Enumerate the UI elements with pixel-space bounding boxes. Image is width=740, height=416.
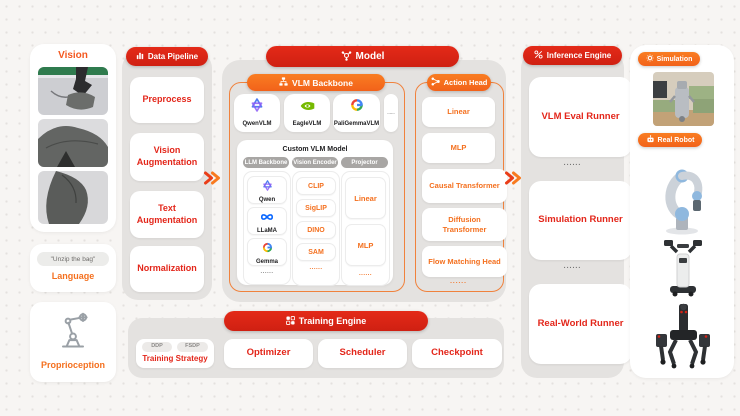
vision-image-robot-arm: [38, 67, 108, 115]
simulation-title: Simulation: [656, 55, 693, 63]
training-strategy-card: [136, 339, 214, 368]
projector-option-mlp: MLP: [345, 224, 386, 266]
robot-arm-icon: [53, 308, 93, 359]
strategy-option-fsdp: FSDP: [177, 342, 208, 352]
data-pipeline-header: [126, 47, 208, 66]
encoder-option-dino: DINO: [296, 221, 336, 239]
action-head-linear: Linear: [422, 97, 495, 127]
gear-icon: [646, 54, 654, 64]
action-head-flow-matching-head: Flow Matching Head: [422, 246, 507, 277]
training-engine-title: Training Engine: [298, 316, 367, 326]
nvidia-logo: [299, 98, 316, 119]
encoder-options-more: ......: [309, 265, 323, 271]
llm-option-name: LLaMA: [257, 227, 277, 234]
pipeline-step-text-augmentation: Text Augmentation: [130, 191, 204, 238]
vlm-backbone-header: [247, 74, 385, 91]
data-pipeline-title: Data Pipeline: [147, 52, 199, 61]
vision-image-bag-1: [38, 119, 108, 167]
flow-arrow-model-to-inference: [503, 169, 523, 192]
vision-title: Vision: [58, 50, 88, 61]
qwen-logo: [250, 98, 264, 119]
google-logo: [350, 98, 364, 119]
vision-encoder-header: Vision Encoder: [292, 157, 338, 168]
llm-option-qwen: [247, 176, 287, 204]
grid-icon: [286, 316, 295, 327]
vlm-backbone-title: VLM Backbone: [292, 77, 353, 88]
runner-vlm-eval: VLM Eval Runner: [529, 77, 632, 157]
projector-column: [341, 171, 390, 286]
pretrained-vlm-more: ......: [384, 94, 398, 132]
pipeline-step-normalization: Normalization: [130, 246, 204, 292]
training-scheduler: Scheduler: [318, 339, 407, 368]
training-checkpoint: Checkpoint: [412, 339, 502, 368]
encoder-option-siglip: SigLIP: [296, 199, 336, 217]
proprioception-title: Proprioception: [40, 360, 105, 370]
real-robot-image-mobile-dual-arm: [652, 238, 714, 303]
strategy-option-ddp: DDP: [142, 342, 172, 352]
action-head-header: [427, 74, 491, 91]
inference-more-1: ......: [563, 160, 582, 167]
inference-more-2: ......: [563, 263, 582, 270]
training-engine-header: [224, 311, 428, 331]
vision-image-bag-2: [38, 171, 108, 224]
vision-panel: [30, 44, 116, 232]
action-head-causal-transformer: Causal Transformer: [422, 169, 507, 203]
encoder-option-clip: CLIP: [296, 177, 336, 195]
simulation-image: [653, 72, 714, 126]
qwen-logo: [262, 178, 273, 196]
projector-header: Projector: [341, 157, 388, 168]
llm-option-llama: [247, 207, 287, 235]
real-robot-image-arm: [652, 152, 714, 241]
training-strategy-title: Training Strategy: [142, 354, 208, 363]
pretrained-vlm-name: EagleVLM: [292, 120, 322, 127]
pretrained-vlm-eaglevlm: [284, 94, 330, 132]
llm-option-gemma: [247, 238, 287, 266]
model-header: [266, 46, 459, 67]
runner-simulation: Simulation Runner: [529, 181, 632, 260]
flow-arrow-pipeline-to-model: [202, 169, 222, 192]
google-logo: [262, 240, 273, 258]
inference-engine-title: Inference Engine: [546, 51, 612, 60]
robot-icon: [646, 135, 655, 145]
meta-logo: [260, 209, 274, 227]
pretrained-vlm-paligemmavlm: [333, 94, 380, 132]
real-robot-header: [638, 133, 702, 147]
projector-option-linear: Linear: [345, 177, 386, 219]
molecule-icon: [341, 50, 352, 64]
real-robot-image-wheeled-quadruped: [650, 300, 716, 375]
percent-nodes-icon: [534, 50, 543, 61]
action-head-mlp: MLP: [422, 133, 495, 163]
action-head-title: Action Head: [443, 78, 488, 87]
llm-options-more: ......: [260, 269, 274, 275]
real-robot-title: Real Robot: [657, 136, 695, 144]
vision-encoder-column: [292, 171, 340, 286]
pretrained-vlm-name: PaliGemmaVLM: [333, 120, 380, 127]
projector-options-more: ......: [358, 271, 372, 277]
bar-chart-icon: [136, 51, 144, 62]
inference-engine-header: [523, 46, 622, 65]
pipeline-step-preprocess: Preprocess: [130, 77, 204, 123]
pretrained-vlm-qwenvlm: [234, 94, 280, 132]
action-head-more: ......: [450, 278, 467, 285]
llm-backbone-header: LLM Backbone: [243, 157, 289, 168]
llm-option-name: Gemma: [255, 258, 278, 265]
llm-option-name: Qwen: [258, 196, 276, 203]
nodes-icon: [431, 77, 440, 88]
language-utterance: "Unzip the bag": [37, 252, 109, 266]
pipeline-step-vision-augmentation: Vision Augmentation: [130, 133, 204, 181]
runner-real-world: Real-World Runner: [529, 284, 632, 364]
proprioception-panel: [30, 302, 116, 382]
simulation-header: [638, 52, 700, 66]
encoder-option-sam: SAM: [296, 243, 336, 261]
model-title: Model: [355, 51, 385, 62]
llm-backbone-column: [243, 171, 291, 285]
sitemap-icon: [279, 77, 288, 88]
action-head-diffusion-transformer: Diffusion Transformer: [422, 208, 507, 241]
training-optimizer: Optimizer: [224, 339, 313, 368]
custom-vlm-model-title: Custom VLM Model: [282, 146, 348, 153]
language-title: Language: [51, 271, 95, 281]
pretrained-vlm-name: QwenVLM: [242, 120, 272, 127]
language-panel: [30, 244, 116, 292]
